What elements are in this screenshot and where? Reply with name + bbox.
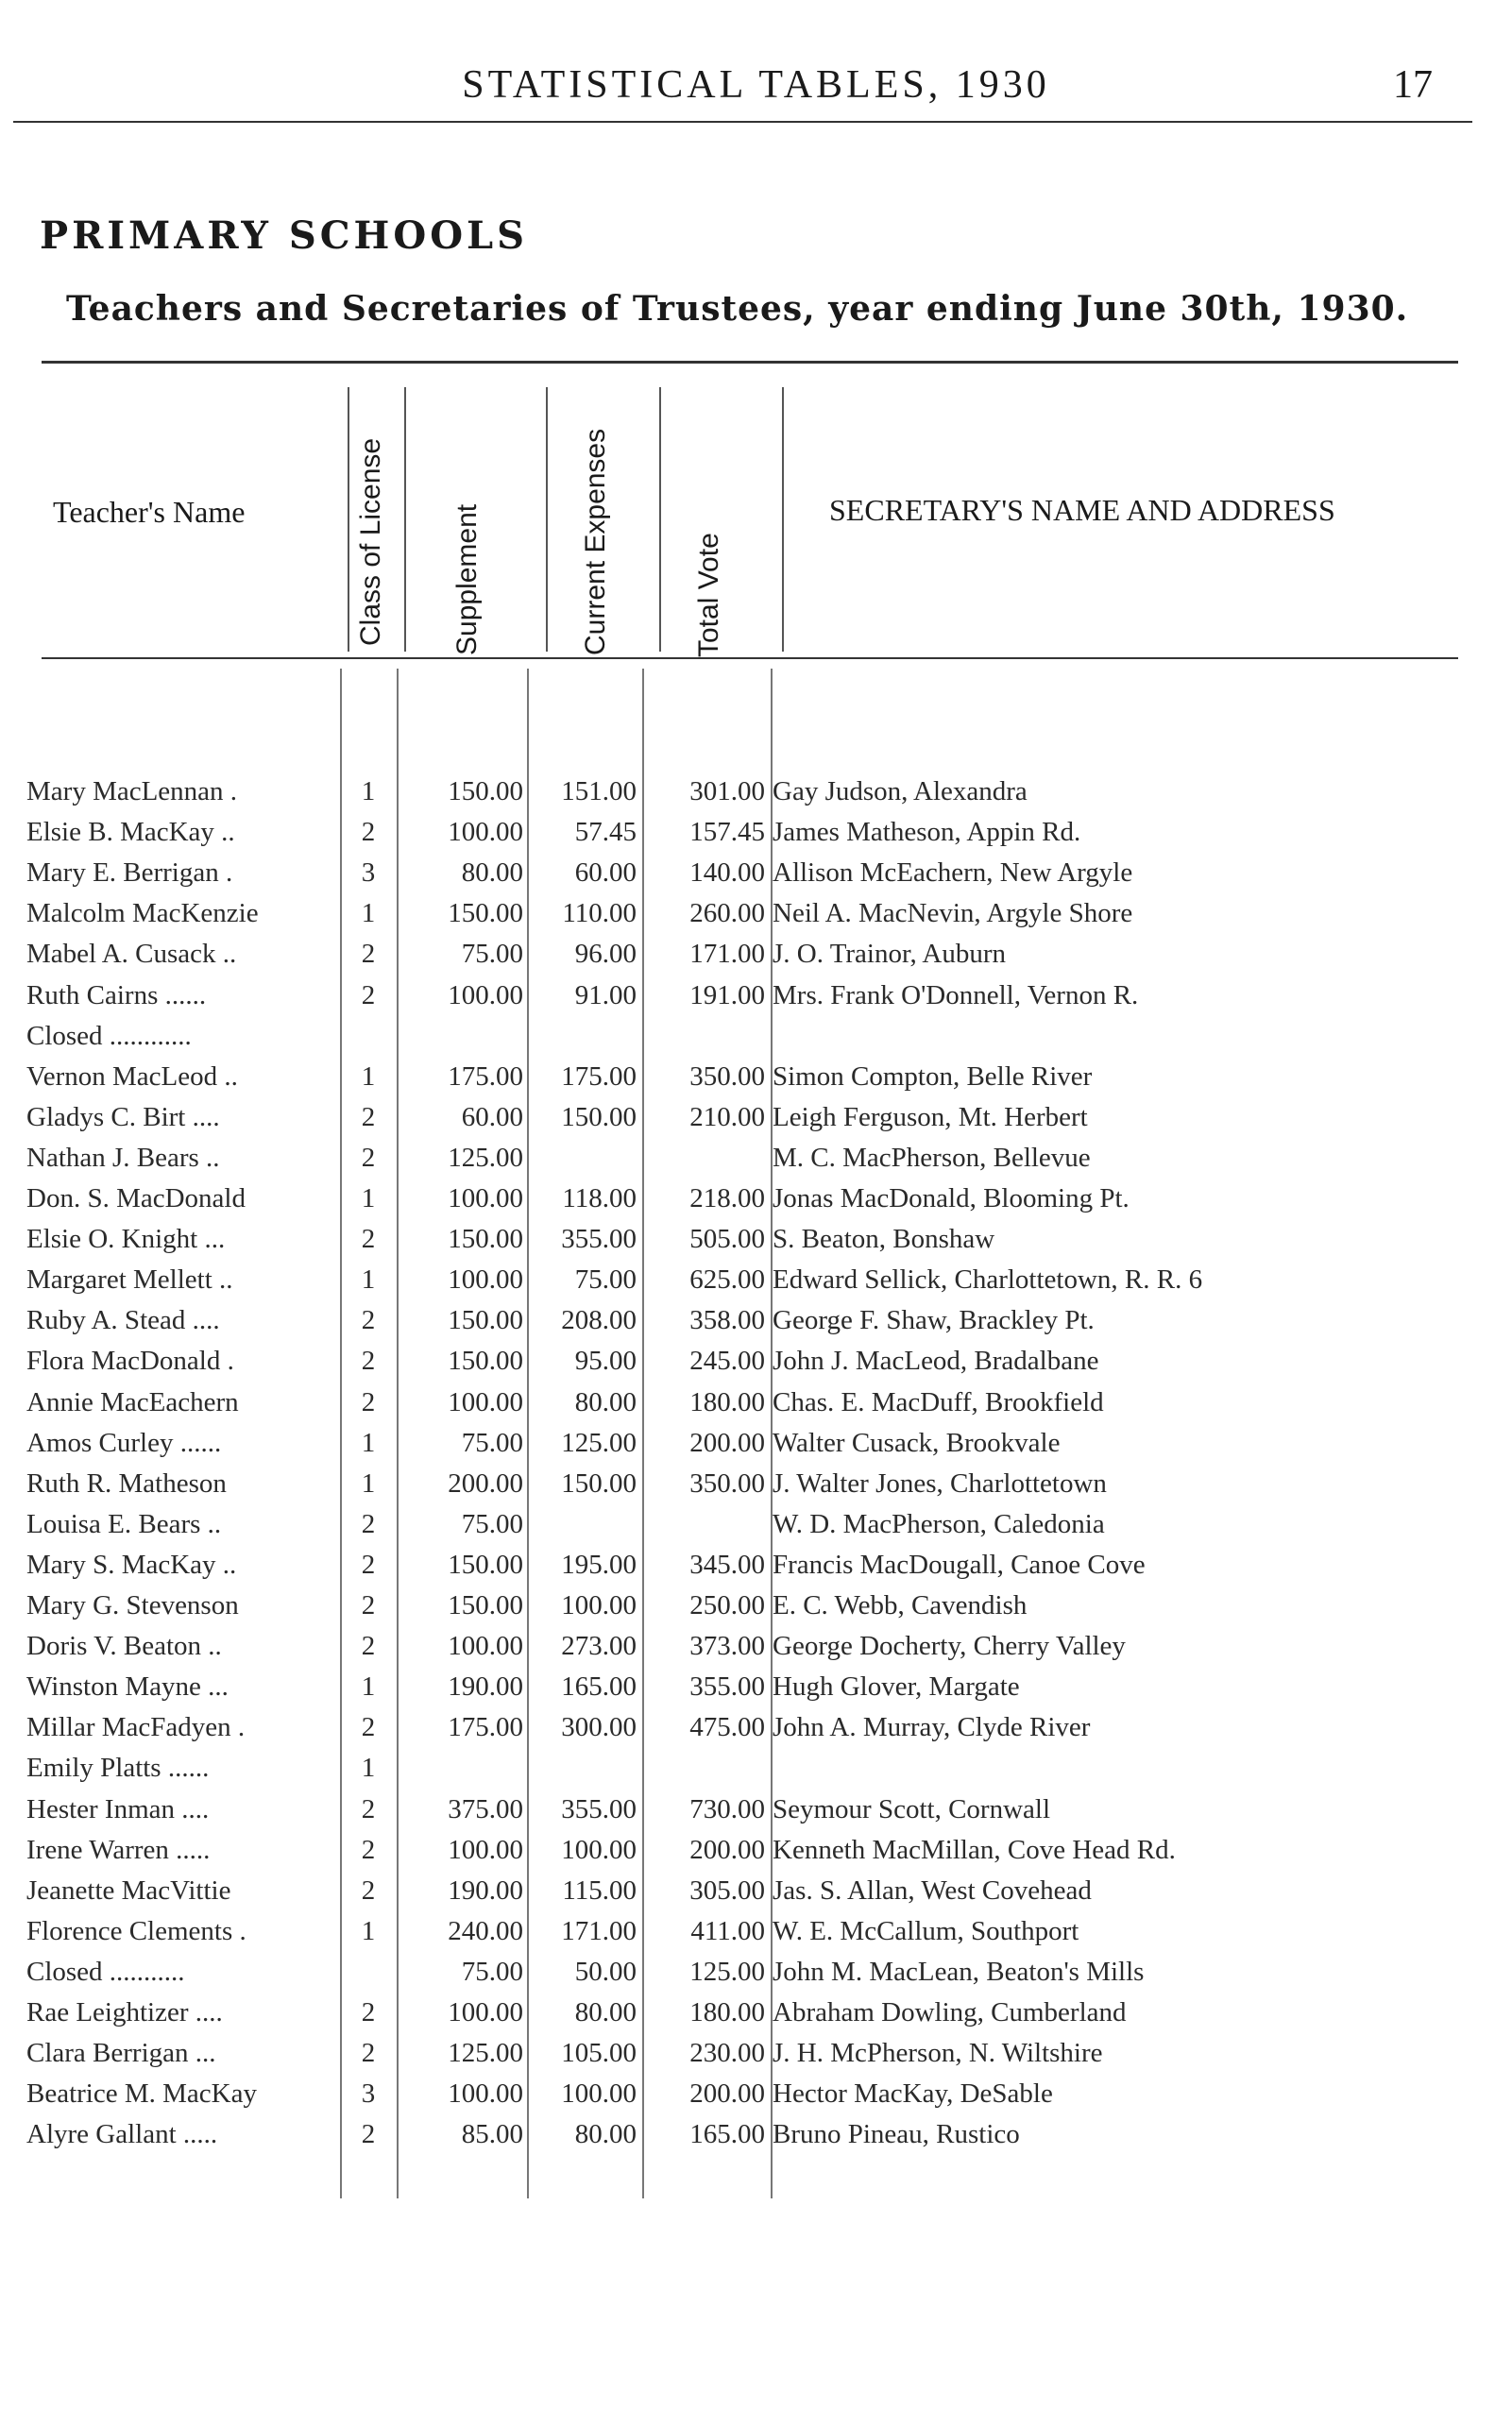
table-row	[0, 1428, 1512, 1468]
secretary-name-address: George Docherty, Cherry Valley	[773, 1631, 1126, 1662]
table-row	[0, 1631, 1512, 1671]
supplement-value: 150.00	[448, 1224, 523, 1255]
current-expenses-value: 165.00	[561, 1671, 637, 1703]
secretary-name-address: Abraham Dowling, Cumberland	[773, 1997, 1127, 2027]
license-class: 1	[361, 1427, 376, 1458]
secretary-name-address: John A. Murray, Clyde River	[773, 1712, 1091, 1743]
total-vote-value: 625.00	[689, 1264, 765, 1296]
table-row	[0, 1509, 1512, 1550]
license-class: 2	[361, 1508, 376, 1539]
supplement-value: 75.00	[461, 1427, 523, 1458]
table-row	[0, 898, 1512, 939]
table-row	[0, 1183, 1512, 1224]
total-vote-value: 305.00	[689, 1875, 765, 1906]
col-class-of-license: Class of License	[355, 437, 386, 646]
total-vote-value: 350.00	[689, 1467, 765, 1499]
teacher-name: Beatrice M. MacKay	[26, 2078, 257, 2110]
total-vote-value: 260.00	[689, 898, 765, 929]
table-row	[0, 980, 1512, 1021]
license-class: 2	[361, 1346, 376, 1377]
total-vote-value: 157.45	[689, 817, 765, 848]
current-expenses-value: 118.00	[562, 1183, 637, 1213]
supplement-value: 75.00	[461, 1508, 523, 1539]
table-row	[0, 1021, 1512, 1061]
secretary-name-address: John J. MacLeod, Bradalbane	[773, 1346, 1099, 1377]
secretary-name-address: Allison McEachern, New Argyle	[773, 857, 1133, 889]
total-vote-value: 180.00	[689, 1386, 765, 1417]
total-vote-value: 200.00	[689, 1427, 765, 1458]
supplement-value: 100.00	[448, 1386, 523, 1417]
col-secretary: SECRETARY'S NAME AND ADDRESS	[829, 493, 1335, 527]
total-vote-value: 411.00	[690, 1915, 765, 1946]
license-class: 2	[361, 1224, 376, 1255]
supplement-value: 85.00	[461, 2119, 523, 2150]
secretary-name-address: Bruno Pineau, Rustico	[773, 2119, 1020, 2150]
running-header	[0, 62, 1512, 119]
license-class: 1	[361, 1183, 376, 1213]
license-class: 2	[361, 939, 376, 970]
total-vote-value: 475.00	[689, 1712, 765, 1743]
supplement-value: 175.00	[448, 1060, 523, 1092]
license-class: 2	[361, 1631, 376, 1662]
col-divider	[659, 387, 661, 652]
total-vote-value: 730.00	[689, 1793, 765, 1824]
secretary-name-address: James Matheson, Appin Rd.	[773, 817, 1081, 848]
current-expenses-value: 105.00	[561, 2038, 637, 2069]
secretary-name-address: J. O. Trainor, Auburn	[773, 939, 1006, 970]
supplement-value: 150.00	[448, 1590, 523, 1620]
total-vote-value: 505.00	[689, 1224, 765, 1255]
license-class: 1	[361, 1915, 376, 1946]
total-vote-value: 210.00	[689, 1101, 765, 1132]
teacher-name: Closed ...........	[26, 1956, 185, 1987]
table-row	[0, 1468, 1512, 1509]
supplement-value: 190.00	[448, 1875, 523, 1906]
total-vote-value: 200.00	[689, 1834, 765, 1865]
table-row	[0, 2119, 1512, 2160]
supplement-value: 150.00	[448, 1346, 523, 1377]
secretary-name-address: John M. MacLean, Beaton's Mills	[773, 1956, 1145, 1987]
secretary-name-address: J. Walter Jones, Charlottetown	[773, 1467, 1107, 1499]
supplement-value: 150.00	[448, 1549, 523, 1580]
teacher-name: Closed ............	[26, 1020, 192, 1051]
supplement-value: 150.00	[448, 1305, 523, 1336]
table-row	[0, 1957, 1512, 1997]
license-class: 2	[361, 1549, 376, 1580]
current-expenses-value: 95.00	[574, 1346, 637, 1377]
current-expenses-value: 50.00	[574, 1956, 637, 1987]
teacher-name: Doris V. Beaton ..	[26, 1631, 222, 1662]
license-class: 2	[361, 1712, 376, 1743]
teacher-name: Gladys C. Birt ....	[26, 1101, 220, 1132]
license-class: 2	[361, 1834, 376, 1865]
supplement-value: 60.00	[461, 1101, 523, 1132]
total-vote-value: 301.00	[689, 776, 765, 806]
table-row	[0, 1102, 1512, 1143]
license-class: 2	[361, 1142, 376, 1173]
total-vote-value: 140.00	[689, 857, 765, 889]
total-vote-value: 250.00	[689, 1590, 765, 1620]
supplement-value: 100.00	[448, 979, 523, 1010]
current-expenses-value: 91.00	[574, 979, 637, 1010]
license-class: 2	[361, 1590, 376, 1620]
teacher-name: Ruth R. Matheson	[26, 1467, 227, 1499]
col-supplement: Supplement	[451, 503, 483, 655]
teacher-name: Winston Mayne ...	[26, 1671, 229, 1703]
secretary-name-address: Walter Cusack, Brookvale	[773, 1427, 1061, 1458]
supplement-value: 80.00	[461, 857, 523, 889]
license-class: 1	[361, 776, 376, 806]
current-expenses-value: 355.00	[561, 1224, 637, 1255]
current-expenses-value: 96.00	[574, 939, 637, 970]
license-class: 2	[361, 1101, 376, 1132]
teacher-name: Malcolm MacKenzie	[26, 898, 259, 929]
table-row	[0, 1835, 1512, 1875]
teacher-name: Don. S. MacDonald	[26, 1183, 246, 1213]
secretary-name-address: J. H. McPherson, N. Wiltshire	[773, 2038, 1103, 2069]
license-class: 2	[361, 1305, 376, 1336]
supplement-value: 150.00	[448, 898, 523, 929]
secretary-name-address: Gay Judson, Alexandra	[773, 776, 1028, 806]
col-total-vote: Total Vote	[693, 533, 724, 657]
col-teacher-name: Teacher's Name	[53, 495, 246, 529]
current-expenses-value: 151.00	[561, 776, 637, 806]
current-expenses-value: 208.00	[561, 1305, 637, 1336]
supplement-value: 75.00	[461, 939, 523, 970]
table-top-rule	[42, 361, 1458, 364]
table-row	[0, 1590, 1512, 1631]
teacher-name: Amos Curley ......	[26, 1427, 222, 1458]
table-row	[0, 939, 1512, 979]
total-vote-value: 358.00	[689, 1305, 765, 1336]
secretary-name-address: Hugh Glover, Margate	[773, 1671, 1020, 1703]
col-divider	[546, 387, 548, 652]
table-row	[0, 817, 1512, 857]
table-row	[0, 1143, 1512, 1183]
license-class: 1	[361, 1753, 376, 1784]
secretary-name-address: W. D. MacPherson, Caledonia	[773, 1508, 1105, 1539]
teacher-name: Vernon MacLeod ..	[26, 1060, 238, 1092]
total-vote-value: 345.00	[689, 1549, 765, 1580]
teacher-name: Annie MacEachern	[26, 1386, 239, 1417]
teacher-name: Emily Platts ......	[26, 1753, 210, 1784]
total-vote-value: 180.00	[689, 1997, 765, 2027]
total-vote-value: 165.00	[689, 2119, 765, 2150]
teacher-name: Elsie O. Knight ...	[26, 1224, 226, 1255]
table-row	[0, 1305, 1512, 1346]
total-vote-value: 230.00	[689, 2038, 765, 2069]
current-expenses-value: 60.00	[574, 857, 637, 889]
secretary-name-address: Seymour Scott, Cornwall	[773, 1793, 1051, 1824]
table-row	[0, 2078, 1512, 2119]
supplement-value: 75.00	[461, 1956, 523, 1987]
current-expenses-value: 100.00	[561, 1834, 637, 1865]
table-row	[0, 857, 1512, 898]
teacher-name: Alyre Gallant .....	[26, 2119, 218, 2150]
supplement-value: 125.00	[448, 2038, 523, 2069]
total-vote-value: 218.00	[689, 1183, 765, 1213]
supplement-value: 100.00	[448, 817, 523, 848]
section-title: PRIMARY SCHOOLS	[40, 213, 529, 258]
current-expenses-value: 80.00	[574, 1997, 637, 2027]
table-row	[0, 1224, 1512, 1264]
page-number: 17	[1393, 63, 1433, 107]
col-divider	[404, 387, 406, 652]
teacher-name: Mabel A. Cusack ..	[26, 939, 237, 970]
teacher-name: Ruth Cairns ......	[26, 979, 207, 1010]
teacher-name: Mary S. MacKay ..	[26, 1549, 237, 1580]
table-row	[0, 1346, 1512, 1386]
current-expenses-value: 100.00	[561, 2078, 637, 2110]
secretary-name-address: Chas. E. MacDuff, Brookfield	[773, 1386, 1104, 1417]
table-row	[0, 1061, 1512, 1102]
col-current-expenses: Current Expenses	[580, 428, 611, 655]
secretary-name-address: M. C. MacPherson, Bellevue	[773, 1142, 1091, 1173]
secretary-name-address: E. C. Webb, Cavendish	[773, 1590, 1028, 1620]
table-row	[0, 1997, 1512, 2038]
license-class: 2	[361, 1386, 376, 1417]
secretary-name-address: Francis MacDougall, Canoe Cove	[773, 1549, 1146, 1580]
license-class: 1	[361, 1671, 376, 1703]
current-expenses-value: 110.00	[562, 898, 637, 929]
license-class: 1	[361, 898, 376, 929]
supplement-value: 200.00	[448, 1467, 523, 1499]
table-row	[0, 2038, 1512, 2078]
teacher-name: Hester Inman ....	[26, 1793, 210, 1824]
secretary-name-address: George F. Shaw, Brackley Pt.	[773, 1305, 1095, 1336]
current-expenses-value: 75.00	[574, 1264, 637, 1296]
secretary-name-address: Jas. S. Allan, West Covehead	[773, 1875, 1092, 1906]
secretary-name-address: Neil A. MacNevin, Argyle Shore	[773, 898, 1133, 929]
license-class: 2	[361, 1997, 376, 2027]
table-subtitle: Teachers and Secretaries of Trustees, year ending June 30th, 1930.	[66, 289, 1409, 329]
table-header-bottom-rule	[42, 657, 1458, 659]
current-expenses-value: 150.00	[561, 1101, 637, 1132]
header-rule	[13, 121, 1472, 123]
license-class: 3	[361, 2078, 376, 2110]
current-expenses-value: 57.45	[574, 817, 637, 848]
current-expenses-value: 100.00	[561, 1590, 637, 1620]
teacher-name: Florence Clements .	[26, 1915, 246, 1946]
supplement-value: 100.00	[448, 1834, 523, 1865]
supplement-value: 100.00	[448, 1997, 523, 2027]
current-expenses-value: 171.00	[561, 1915, 637, 1946]
secretary-name-address: W. E. McCallum, Southport	[773, 1915, 1079, 1946]
current-expenses-value: 175.00	[561, 1060, 637, 1092]
license-class: 2	[361, 2119, 376, 2150]
teacher-name: Mary MacLennan .	[26, 776, 238, 806]
teacher-name: Ruby A. Stead ....	[26, 1305, 220, 1336]
table-row	[0, 1753, 1512, 1793]
license-class: 2	[361, 1793, 376, 1824]
license-class: 1	[361, 1467, 376, 1499]
license-class: 1	[361, 1264, 376, 1296]
teacher-name: Jeanette MacVittie	[26, 1875, 231, 1906]
current-expenses-value: 273.00	[561, 1631, 637, 1662]
supplement-value: 240.00	[448, 1915, 523, 1946]
secretary-name-address: Mrs. Frank O'Donnell, Vernon R.	[773, 979, 1139, 1010]
total-vote-value: 191.00	[689, 979, 765, 1010]
supplement-value: 150.00	[448, 776, 523, 806]
total-vote-value: 350.00	[689, 1060, 765, 1092]
supplement-value: 190.00	[448, 1671, 523, 1703]
col-divider	[348, 387, 349, 652]
table-row	[0, 1875, 1512, 1916]
teacher-name: Nathan J. Bears ..	[26, 1142, 220, 1173]
teacher-name: Millar MacFadyen .	[26, 1712, 246, 1743]
teacher-name: Mary G. Stevenson	[26, 1590, 239, 1620]
current-expenses-value: 195.00	[561, 1549, 637, 1580]
table-row	[0, 1550, 1512, 1590]
total-vote-value: 355.00	[689, 1671, 765, 1703]
license-class: 3	[361, 857, 376, 889]
teacher-name: Flora MacDonald .	[26, 1346, 234, 1377]
supplement-value: 175.00	[448, 1712, 523, 1743]
supplement-value: 100.00	[448, 1631, 523, 1662]
teacher-name: Irene Warren .....	[26, 1834, 211, 1865]
license-class: 2	[361, 817, 376, 848]
teacher-name: Mary E. Berrigan .	[26, 857, 233, 889]
supplement-value: 100.00	[448, 2078, 523, 2110]
secretary-name-address: Kenneth MacMillan, Cove Head Rd.	[773, 1834, 1176, 1865]
table-row	[0, 1712, 1512, 1753]
table-row	[0, 1794, 1512, 1835]
total-vote-value: 171.00	[689, 939, 765, 970]
table-row	[0, 1264, 1512, 1305]
current-expenses-value: 355.00	[561, 1793, 637, 1824]
supplement-value: 100.00	[448, 1264, 523, 1296]
table-row	[0, 1916, 1512, 1957]
secretary-name-address: Simon Compton, Belle River	[773, 1060, 1093, 1092]
teacher-name: Rae Leightizer ....	[26, 1997, 223, 2027]
license-class: 2	[361, 1875, 376, 1906]
total-vote-value: 245.00	[689, 1346, 765, 1377]
teacher-name: Elsie B. MacKay ..	[26, 817, 235, 848]
table-row	[0, 1671, 1512, 1712]
teacher-name: Margaret Mellett ..	[26, 1264, 233, 1296]
total-vote-value: 125.00	[689, 1956, 765, 1987]
current-expenses-value: 150.00	[561, 1467, 637, 1499]
supplement-value: 375.00	[448, 1793, 523, 1824]
total-vote-value: 200.00	[689, 2078, 765, 2110]
secretary-name-address: Edward Sellick, Charlottetown, R. R. 6	[773, 1264, 1203, 1296]
supplement-value: 100.00	[448, 1183, 523, 1213]
secretary-name-address: S. Beaton, Bonshaw	[773, 1224, 995, 1255]
current-expenses-value: 115.00	[562, 1875, 637, 1906]
current-expenses-value: 125.00	[561, 1427, 637, 1458]
secretary-name-address: Jonas MacDonald, Blooming Pt.	[773, 1183, 1130, 1213]
table-row	[0, 776, 1512, 817]
teacher-name: Louisa E. Bears ..	[26, 1508, 222, 1539]
col-divider	[782, 387, 784, 652]
secretary-name-address: Leigh Ferguson, Mt. Herbert	[773, 1101, 1088, 1132]
running-title: STATISTICAL TABLES, 1930	[462, 63, 1050, 107]
secretary-name-address: Hector MacKay, DeSable	[773, 2078, 1053, 2110]
license-class: 2	[361, 979, 376, 1010]
current-expenses-value: 80.00	[574, 1386, 637, 1417]
current-expenses-value: 80.00	[574, 2119, 637, 2150]
current-expenses-value: 300.00	[561, 1712, 637, 1743]
teacher-name: Clara Berrigan ...	[26, 2038, 216, 2069]
total-vote-value: 373.00	[689, 1631, 765, 1662]
license-class: 1	[361, 1060, 376, 1092]
table-row	[0, 1387, 1512, 1428]
supplement-value: 125.00	[448, 1142, 523, 1173]
license-class: 2	[361, 2038, 376, 2069]
